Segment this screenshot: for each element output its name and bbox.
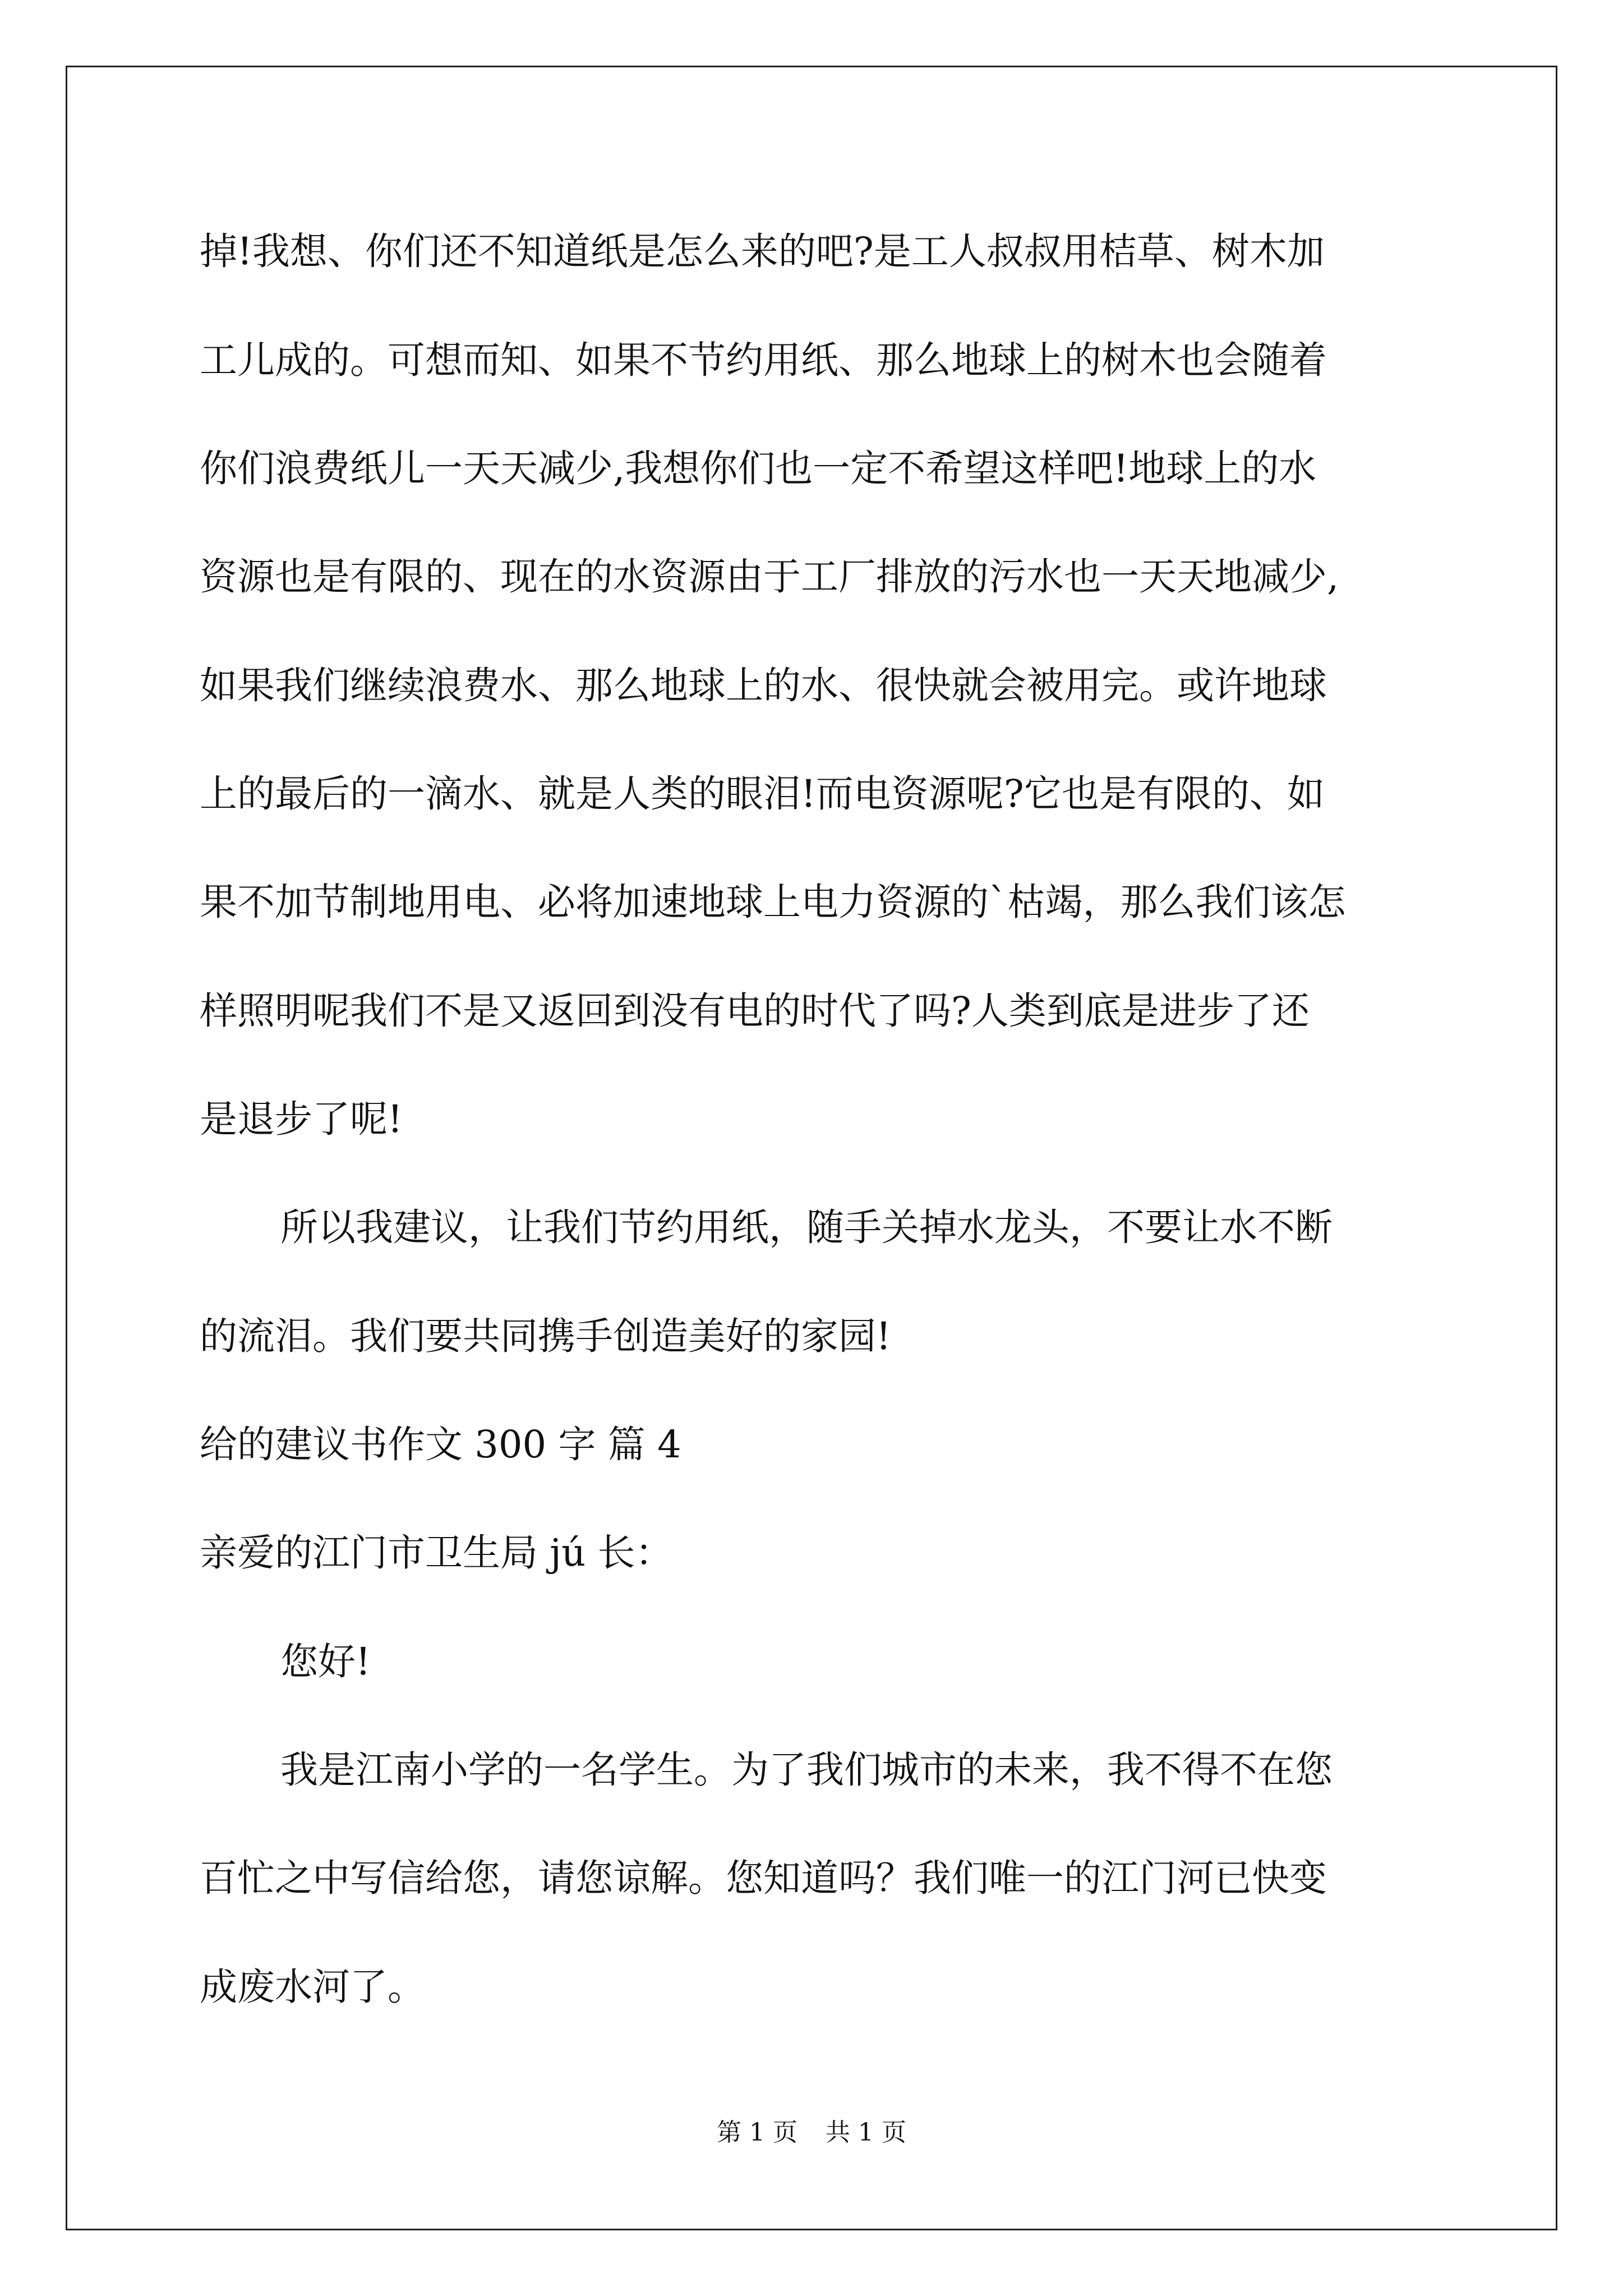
section-heading: 给的建议书作文 300 字 篇 4 — [200, 1423, 681, 1466]
page-total: 共 1 页 — [826, 2118, 906, 2147]
greeting: 您好! — [280, 1640, 371, 1683]
text-line: 资源也是有限的、现在的水资源由于工厂排放的污水也一天天地减少, — [200, 555, 1339, 599]
text-line: 你们浪费纸儿一天天减少,我想你们也一定不希望这样吧!地球上的水 — [200, 447, 1317, 490]
text-line: 如果我们继续浪费水、那么地球上的水、很快就会被用完。或许地球 — [200, 664, 1327, 707]
text-line: 的流泪。我们要共同携手创造美好的家园! — [200, 1314, 891, 1358]
text-line: 是退步了呢! — [200, 1097, 403, 1141]
text-line: 上的最后的一滴水、就是人类的眼泪!而电资源呢?它也是有限的、如 — [200, 772, 1325, 816]
text-line: 百忙之中写信给您，请您谅解。您知道吗？我们唯一的江门河已快变 — [200, 1856, 1327, 1900]
text-line: 掉!我想、你们还不知道纸是怎么来的吧?是工人叔叔用桔草、树木加 — [200, 229, 1325, 273]
page-number: 第 1 页 — [717, 2118, 797, 2147]
paragraph-first-line: 所以我建议，让我们节约用纸，随手关掉水龙头，不要让水不断 — [280, 1205, 1332, 1249]
text-line: 成废水河了。 — [200, 1965, 425, 2009]
text-line: 工儿成的。可想而知、如果不节约用纸、那么地球上的树木也会随着 — [200, 338, 1327, 382]
page-border — [66, 66, 1557, 2230]
text-line: 果不加节制地用电、必将加速地球上电力资源的`枯竭，那么我们该怎 — [200, 880, 1346, 924]
page-footer — [0, 2117, 1623, 2148]
letter-salutation: 亲爱的江门市卫生局 jú 长： — [200, 1531, 673, 1575]
paragraph-first-line: 我是江南小学的一名学生。为了我们城市的未来，我不得不在您 — [280, 1748, 1332, 1792]
text-line: 样照明呢我们不是又返回到没有电的时代了吗?人类到底是进步了还 — [200, 989, 1310, 1033]
